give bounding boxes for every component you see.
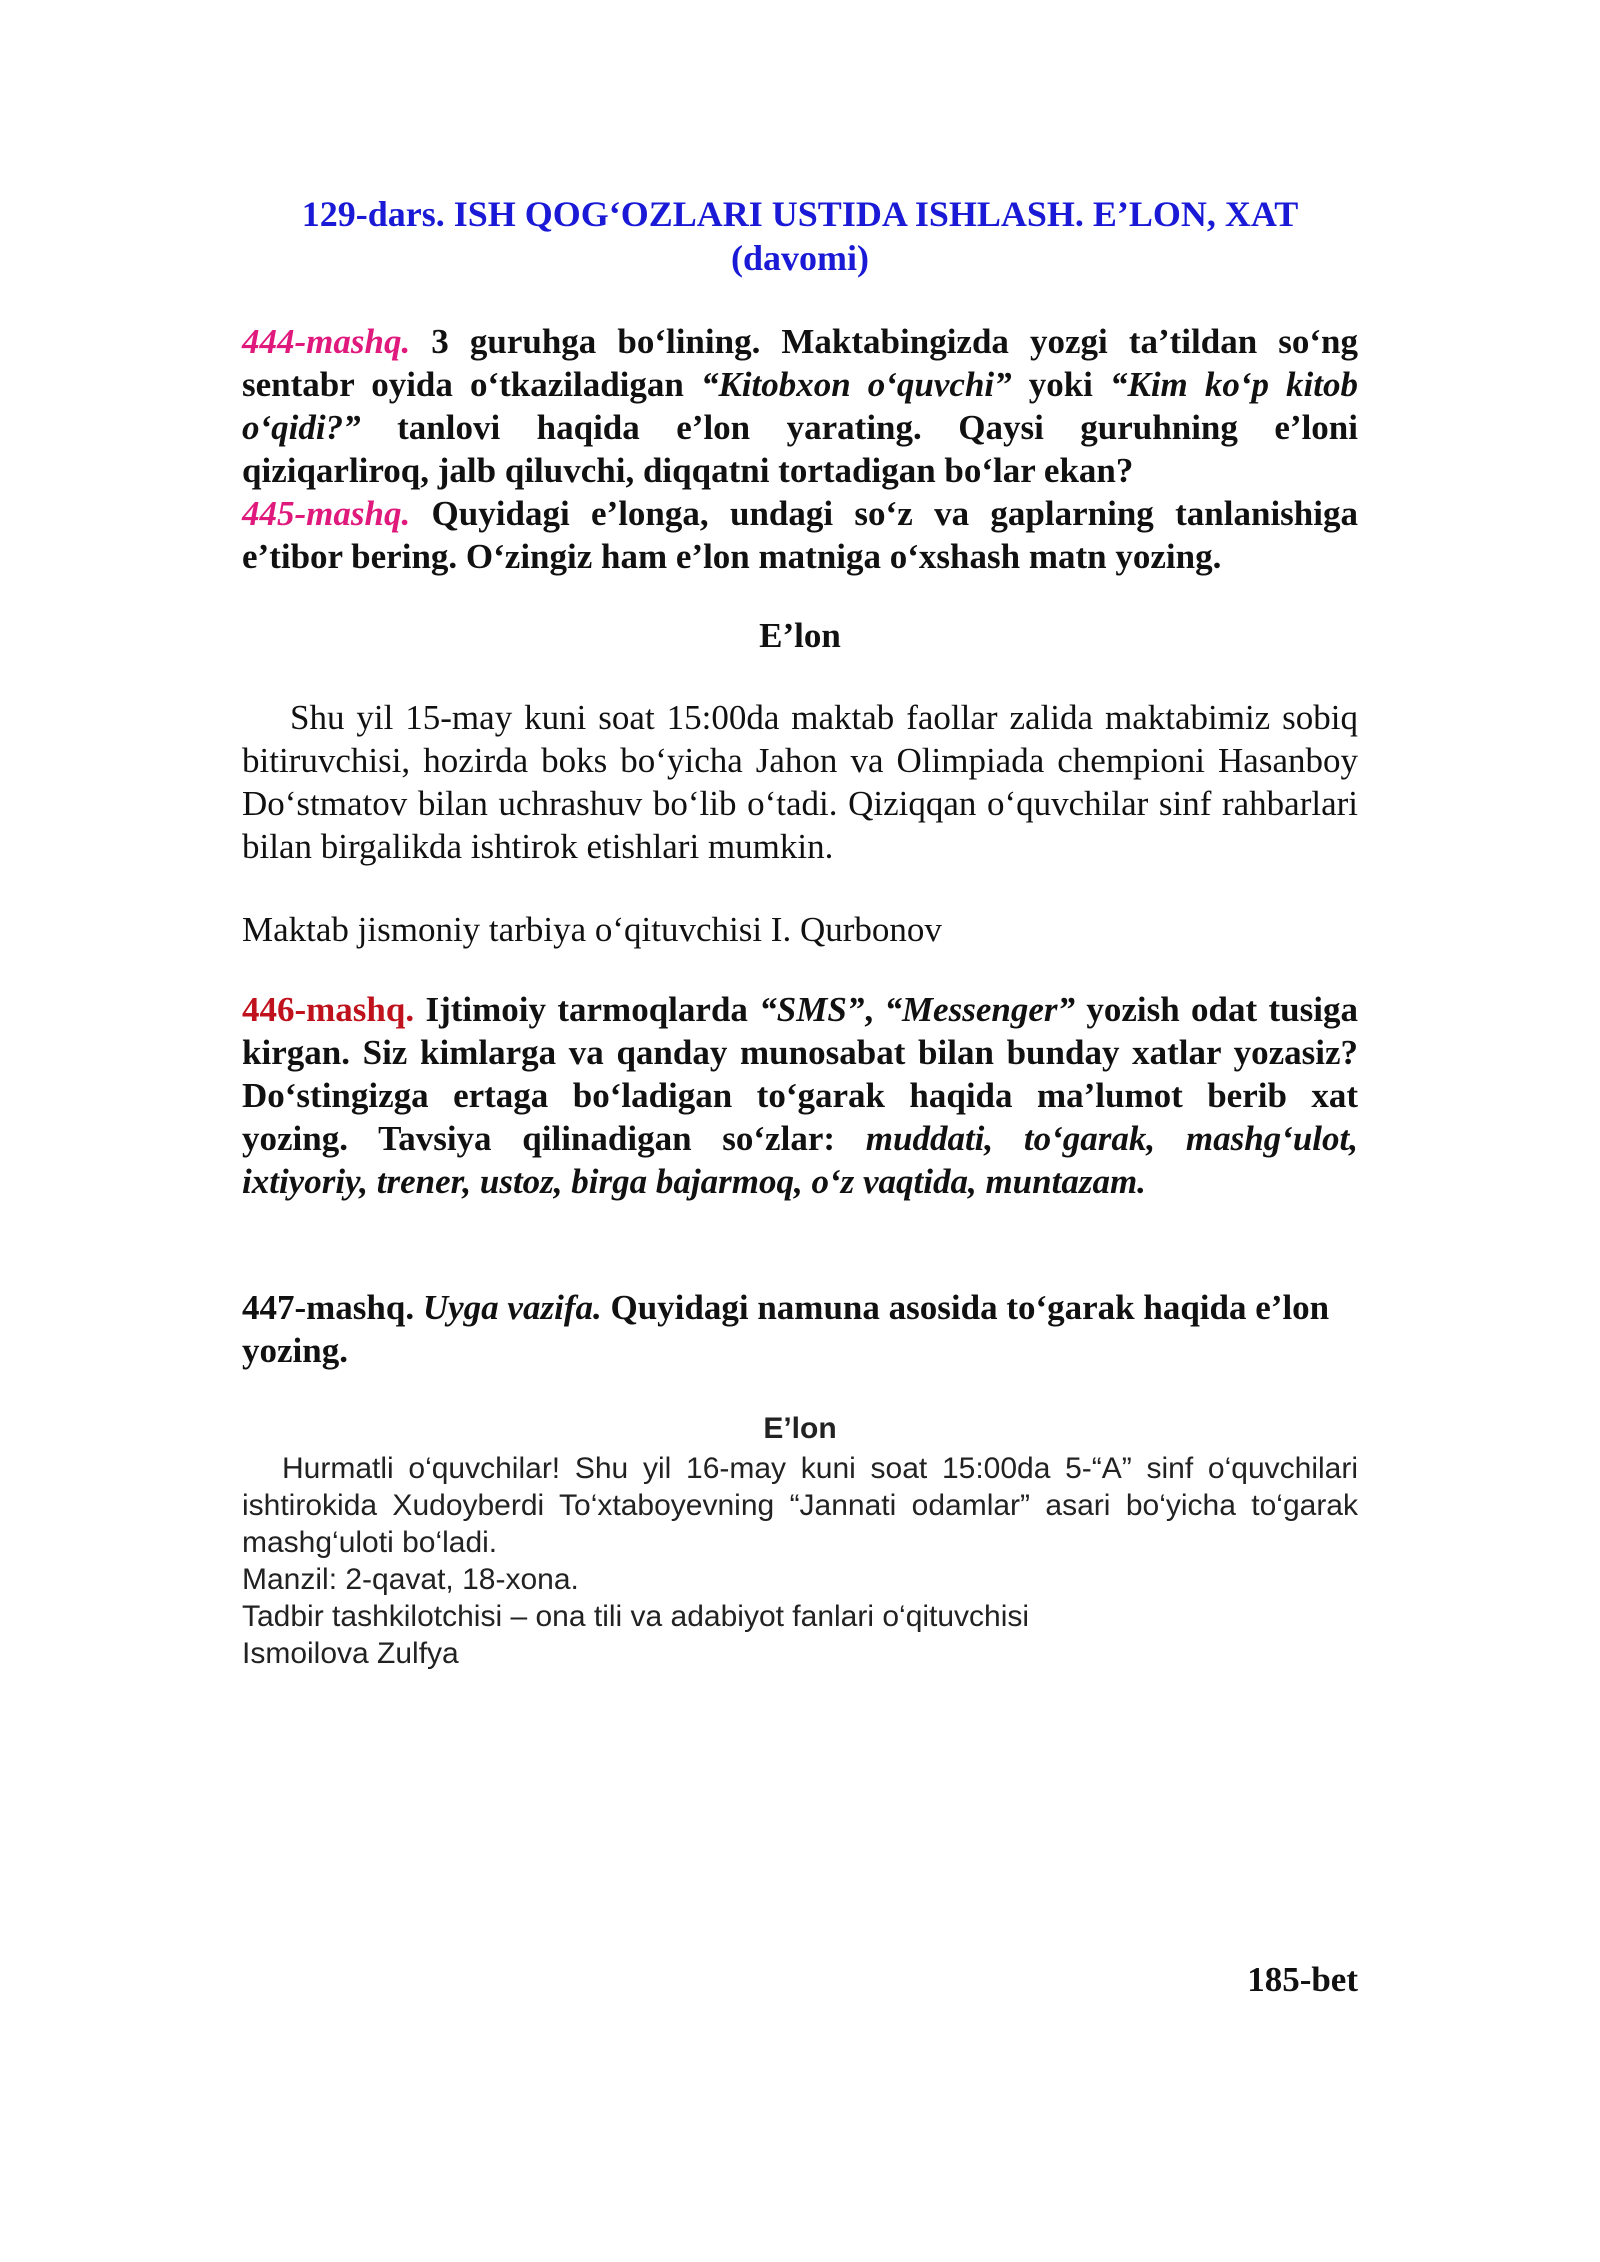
notice-1-body: Shu yil 15-may kuni soat 15:00da maktab faollar zalida maktabimiz sobiq bitiruvchisi, hozirda boks bo‘yicha Jahon va Olimpiada chempioni Hasanboy Do‘stmatov bilan uchrashuv bo‘lib o‘tadi. Qiziqqan o‘quvchilar sinf rahbarlari bilan birgalikda ishtirok etishlari mumkin. — [242, 698, 1358, 866]
notice-2-address: Manzil: 2-qavat, 18-xona. — [242, 1563, 579, 1596]
exercise-446-sms: “SMS” — [759, 990, 865, 1029]
lesson-title — [240, 192, 1360, 280]
exercise-446-text-3: yozish odat tusiga kirgan. Siz kimlarga va qanday munosabat bilan bunday xatlar yozasiz? Do‘stingizga ertaga bo‘ladigan to‘garak haqida ma’lumot berib xat yozing. Tavsiya qilinadigan so‘zlar: — [242, 990, 1358, 1158]
exercise-444-text-1: 3 guruhga bo‘lining. Maktabingizda yozgi ta’tildan so‘ng sentabr oyida o‘tkaziladigan — [242, 322, 1358, 404]
exercise-447-text: Quyidagi namuna asosida to‘garak haqida e’lon yozing. — [242, 1288, 1330, 1370]
lesson-title-line2: (davomi) — [731, 238, 869, 278]
exercise-444-label: 444-mashq. — [242, 322, 411, 361]
exercise-444-text-2: yoki — [1011, 365, 1110, 404]
exercise-446-label: 446-mashq. — [242, 990, 415, 1029]
exercise-447-task: Uyga vazifa. — [414, 1288, 602, 1327]
exercise-444-title-1: “Kitobxon o‘quvchi” — [700, 365, 1012, 404]
page-number: 185-bet — [1247, 1960, 1358, 1999]
exercise-446-messenger: “Messenger” — [884, 990, 1075, 1029]
exercise-446-words: muddati, to‘garak, mashg‘ulot, ixtiyoriy, trener, ustoz, birga bajarmoq, o‘z vaqtida, muntazam. — [242, 1119, 1358, 1201]
lesson-title-line1: 129-dars. ISH QOG‘OZLARI USTIDA ISHLASH. E’LON, XAT — [301, 194, 1299, 234]
exercise-446-text-1: Ijtimoiy tarmoqlarda — [414, 990, 760, 1029]
exercise-446-text-2: , — [864, 990, 885, 1029]
notice-2-heading: E’lon — [763, 1412, 837, 1445]
notice-2-organizer: Tadbir tashkilotchisi – ona tili va adabiyot fanlari o‘qituvchisi — [242, 1600, 1030, 1633]
exercise-444-title-2: “Kim ko‘p kitob o‘qidi?” — [242, 365, 1358, 447]
exercise-446 — [242, 988, 1358, 1203]
exercise-444 — [242, 320, 1358, 492]
notice-1-signature: Maktab jismoniy tarbiya o‘qituvchisi I. Qurbonov — [242, 910, 942, 949]
notice-2-name: Ismoilova Zulfya — [242, 1637, 459, 1670]
notice-2-body: Hurmatli o‘quvchilar! Shu yil 16-may kuni soat 15:00da 5-“A” sinf o‘quvchilari ishtirokida Xudoyberdi To‘xtaboyevning “Jannati odamlar” asari bo‘yicha to‘garak mashg‘uloti bo‘ladi. — [242, 1452, 1358, 1559]
notice-1-heading: E’lon — [759, 616, 841, 655]
notice-2 — [242, 1450, 1358, 1672]
exercise-444-text-3: tanlovi haqida e’lon yarating. Qaysi guruhning e’loni qiziqarliroq, jalb qiluvchi, diqqatni tortadigan bo‘lar ekan? — [242, 408, 1358, 490]
exercise-445 — [242, 492, 1358, 578]
exercise-447-label: 447-mashq. — [242, 1288, 415, 1327]
exercise-445-text: Quyidagi e’longa, undagi so‘z va gaplarning tanlanishiga e’tibor bering. O‘zingiz ham e’lon matniga o‘xshash matn yozing. — [242, 494, 1358, 576]
exercise-445-label: 445-mashq. — [242, 494, 411, 533]
exercise-447 — [242, 1286, 1358, 1372]
